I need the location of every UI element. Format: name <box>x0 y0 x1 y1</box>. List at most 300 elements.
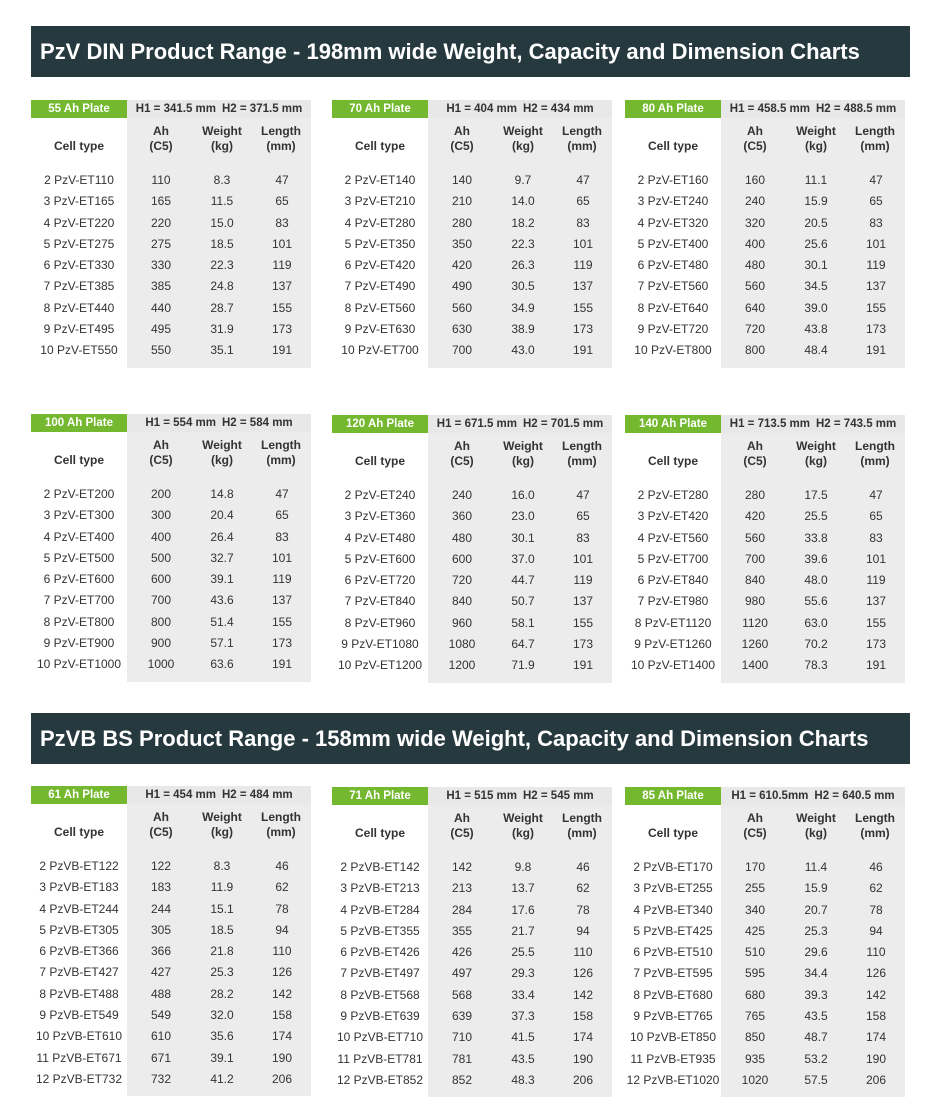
plate-label: 55 Ah Plate <box>31 100 127 118</box>
header-cell-type: Cell type <box>354 826 405 840</box>
table-row <box>332 1070 612 1091</box>
cell-type: 10 PzVB-ET710 <box>336 1030 424 1045</box>
capacity-ah: 320 <box>744 215 766 230</box>
length-mm: 137 <box>271 593 293 608</box>
table-row <box>332 942 612 963</box>
cell-type: 9 PzV-ET495 <box>43 322 115 337</box>
length-mm: 101 <box>271 550 293 565</box>
header-weight <box>785 124 847 154</box>
table-row <box>31 920 311 941</box>
table-row <box>625 255 905 276</box>
cell-type: 7 PzV-ET560 <box>637 279 709 294</box>
capacity-ah: 1200 <box>448 658 476 673</box>
capacity-ah: 360 <box>451 509 473 524</box>
header-weight-line2: (kg) <box>512 139 534 153</box>
length-mm: 174 <box>271 1029 293 1044</box>
table-row <box>31 255 311 276</box>
length-mm: 155 <box>865 300 887 315</box>
plate-label: 85 Ah Plate <box>625 787 721 805</box>
capacity-ah: 220 <box>150 215 172 230</box>
weight-kg: 8.3 <box>213 173 231 187</box>
height-dimensions <box>127 414 311 432</box>
weight-kg: 22.3 <box>511 236 535 251</box>
length-mm: 94 <box>275 922 289 937</box>
header-ah <box>131 124 191 154</box>
h1-dimension: H1 = 458.5 mm <box>729 103 810 115</box>
weight-kg: 11.5 <box>210 194 234 209</box>
capacity-ah: 980 <box>744 594 766 609</box>
weight-kg: 22.3 <box>210 258 234 273</box>
weight-kg: 11.9 <box>210 880 234 895</box>
height-dimensions <box>428 787 612 805</box>
header-length <box>251 438 311 468</box>
cell-type: 6 PzV-ET420 <box>344 258 416 273</box>
weight-kg: 43.6 <box>210 593 234 608</box>
header-ah <box>432 811 492 841</box>
weight-kg: 15.9 <box>804 194 828 209</box>
capacity-ah: 549 <box>150 1008 172 1023</box>
weight-kg: 38.9 <box>511 322 535 337</box>
weight-kg: 35.1 <box>210 343 234 358</box>
weight-kg: 70.2 <box>804 637 828 652</box>
weight-kg: 18.5 <box>210 922 234 937</box>
table-body <box>31 848 311 1096</box>
table-row <box>31 941 311 962</box>
cell-type: 6 PzVB-ET366 <box>39 944 119 959</box>
header-weight-line1: Weight <box>796 811 836 825</box>
height-dimensions <box>721 100 905 118</box>
header-cell-type: Cell type <box>53 139 104 153</box>
capacity-ah: 495 <box>150 322 172 337</box>
length-mm: 191 <box>271 657 293 672</box>
h2-dimension: H2 = 640.5 mm <box>814 790 895 802</box>
weight-kg: 28.7 <box>210 300 234 315</box>
weight-kg: 9.8 <box>514 860 532 874</box>
cell-type: 8 PzVB-ET568 <box>340 987 420 1002</box>
capacity-ah: 732 <box>150 1071 172 1086</box>
weight-kg: 17.6 <box>511 902 535 917</box>
capacity-ah: 210 <box>451 194 473 209</box>
header-ah-line2: (C5) <box>743 139 767 153</box>
length-mm: 126 <box>572 966 594 981</box>
table-row <box>625 1070 905 1091</box>
column-headers <box>31 118 311 162</box>
capacity-ah: 595 <box>744 966 766 981</box>
table-row <box>332 170 612 191</box>
cell-type: 3 PzV-ET360 <box>344 509 416 524</box>
weight-kg: 43.0 <box>511 343 535 358</box>
table-row <box>332 921 612 942</box>
cell-type: 8 PzV-ET1120 <box>634 615 712 630</box>
weight-kg: 55.6 <box>804 594 828 609</box>
header-weight-line1: Weight <box>202 810 242 824</box>
table-row <box>31 191 311 212</box>
capacity-ah: 160 <box>744 173 766 187</box>
height-dimensions <box>428 415 612 433</box>
table-row <box>332 878 612 899</box>
table-row <box>625 613 905 634</box>
header-length-line2: (mm) <box>266 139 296 153</box>
table-row <box>625 191 905 212</box>
cell-type: 7 PzVB-ET497 <box>340 966 420 981</box>
column-headers <box>625 433 905 477</box>
table-row <box>332 298 612 319</box>
length-mm: 47 <box>576 488 590 502</box>
length-mm: 78 <box>576 902 590 917</box>
weight-kg: 32.7 <box>210 550 234 565</box>
header-length-line2: (mm) <box>860 826 890 840</box>
plate-label: 100 Ah Plate <box>31 414 127 432</box>
table-row <box>332 276 612 297</box>
header-cell-type: Cell type <box>53 453 104 467</box>
cell-type: 9 PzV-ET720 <box>637 322 709 337</box>
header-weight <box>492 439 554 469</box>
length-mm: 119 <box>272 258 292 273</box>
length-mm: 137 <box>572 279 594 294</box>
header-ah <box>432 439 492 469</box>
header-ah-line2: (C5) <box>149 139 173 153</box>
length-mm: 174 <box>572 1030 594 1045</box>
length-mm: 119 <box>866 258 886 273</box>
table-row <box>625 234 905 255</box>
capacity-ah: 284 <box>451 902 473 917</box>
header-length-line2: (mm) <box>860 139 890 153</box>
header-cell-type: Cell type <box>647 454 698 468</box>
table-row <box>31 276 311 297</box>
plate-label: 120 Ah Plate <box>332 415 428 433</box>
cell-type: 8 PzV-ET960 <box>344 615 416 630</box>
capacity-ah: 800 <box>150 614 172 629</box>
h1-dimension: H1 = 515 mm <box>446 790 517 802</box>
cell-type: 4 PzV-ET280 <box>344 215 416 230</box>
table-row <box>625 570 905 591</box>
cell-type: 8 PzV-ET440 <box>43 300 115 315</box>
weight-kg: 30.1 <box>804 258 828 273</box>
header-weight-line2: (kg) <box>512 826 534 840</box>
header-length-line2: (mm) <box>266 453 296 467</box>
cell-type: 4 PzVB-ET340 <box>633 902 713 917</box>
capacity-ah: 400 <box>150 529 172 544</box>
table-row <box>625 985 905 1006</box>
length-mm: 94 <box>576 923 590 938</box>
cell-type: 3 PzVB-ET213 <box>340 881 420 896</box>
weight-kg: 15.1 <box>210 901 234 916</box>
table-row <box>625 921 905 942</box>
capacity-ah: 355 <box>451 923 473 938</box>
capacity-ah: 385 <box>150 279 172 294</box>
length-mm: 155 <box>271 614 293 629</box>
column-headers <box>332 805 612 849</box>
cell-type: 2 PzV-ET110 <box>44 173 114 187</box>
table-body <box>332 477 612 683</box>
weight-kg: 33.4 <box>511 987 535 1002</box>
header-ah <box>725 811 785 841</box>
header-length <box>845 439 905 469</box>
header-length-line1: Length <box>261 810 301 824</box>
table-header <box>31 786 311 804</box>
spec-table <box>31 786 311 1096</box>
header-length-line2: (mm) <box>860 454 890 468</box>
cell-type: 10 PzV-ET1000 <box>36 657 122 672</box>
weight-kg: 33.8 <box>804 530 828 545</box>
capacity-ah: 600 <box>451 551 473 566</box>
cell-type: 7 PzV-ET840 <box>344 594 416 609</box>
length-mm: 65 <box>576 194 590 209</box>
weight-kg: 32.0 <box>210 1008 234 1023</box>
weight-kg: 29.6 <box>804 945 828 960</box>
table-row <box>625 1006 905 1027</box>
length-mm: 173 <box>572 637 594 652</box>
capacity-ah: 1000 <box>147 657 175 672</box>
header-length-line2: (mm) <box>266 825 296 839</box>
length-mm: 173 <box>271 322 293 337</box>
capacity-ah: 700 <box>744 551 766 566</box>
h1-dimension: H1 = 554 mm <box>145 417 216 429</box>
h2-dimension: H2 = 584 mm <box>222 417 293 429</box>
header-ah-line2: (C5) <box>743 826 767 840</box>
capacity-ah: 183 <box>150 880 172 895</box>
table-row <box>332 591 612 612</box>
weight-kg: 20.7 <box>804 902 828 917</box>
cell-type: 10 PzVB-ET610 <box>35 1029 123 1044</box>
length-mm: 119 <box>272 572 292 587</box>
table-row <box>332 634 612 655</box>
header-weight-line1: Weight <box>503 439 543 453</box>
cell-type: 5 PzV-ET600 <box>344 551 416 566</box>
capacity-ah: 710 <box>451 1030 473 1045</box>
capacity-ah: 560 <box>744 530 766 545</box>
capacity-ah: 240 <box>451 488 473 502</box>
length-mm: 47 <box>869 173 883 187</box>
length-mm: 65 <box>275 194 289 209</box>
header-weight-line2: (kg) <box>211 825 233 839</box>
capacity-ah: 427 <box>150 965 172 980</box>
column-headers <box>332 118 612 162</box>
cell-type: 9 PzV-ET1260 <box>634 637 712 652</box>
length-mm: 155 <box>572 615 594 630</box>
capacity-ah: 110 <box>151 173 171 187</box>
header-weight-line2: (kg) <box>805 454 827 468</box>
table-row <box>31 319 311 340</box>
length-mm: 47 <box>869 488 883 502</box>
cell-type: 4 PzV-ET480 <box>344 530 416 545</box>
height-dimensions <box>721 787 905 805</box>
header-ah <box>725 439 785 469</box>
capacity-ah: 480 <box>451 530 473 545</box>
weight-kg: 8.3 <box>213 859 231 873</box>
length-mm: 47 <box>576 173 590 187</box>
weight-kg: 44.7 <box>511 573 535 588</box>
capacity-ah: 213 <box>451 881 473 896</box>
capacity-ah: 765 <box>744 1009 766 1024</box>
length-mm: 191 <box>865 343 887 358</box>
weight-kg: 58.1 <box>511 615 535 630</box>
capacity-ah: 852 <box>451 1072 473 1087</box>
weight-kg: 48.0 <box>804 573 828 588</box>
header-weight-line2: (kg) <box>805 139 827 153</box>
capacity-ah: 255 <box>744 881 766 896</box>
table-row <box>31 1048 311 1069</box>
capacity-ah: 1260 <box>741 637 769 652</box>
cell-type: 8 PzV-ET800 <box>43 614 115 629</box>
header-weight-line2: (kg) <box>211 453 233 467</box>
cell-type: 2 PzV-ET160 <box>637 173 709 187</box>
header-weight <box>191 810 253 840</box>
table-row <box>31 899 311 920</box>
capacity-ah: 560 <box>451 300 473 315</box>
cell-type: 12 PzVB-ET852 <box>336 1072 424 1087</box>
length-mm: 206 <box>865 1072 887 1087</box>
table-row <box>332 340 612 361</box>
length-mm: 158 <box>865 1009 887 1024</box>
header-length-line2: (mm) <box>567 454 597 468</box>
cell-type: 3 PzVB-ET255 <box>633 881 713 896</box>
weight-kg: 15.9 <box>804 881 828 896</box>
cell-type: 8 PzV-ET640 <box>637 300 709 315</box>
table-row <box>31 1026 311 1047</box>
table-row <box>625 213 905 234</box>
cell-type: 7 PzV-ET980 <box>637 594 709 609</box>
capacity-ah: 490 <box>451 279 473 294</box>
table-row <box>625 878 905 899</box>
cell-type: 2 PzVB-ET142 <box>340 860 420 874</box>
header-length <box>552 439 612 469</box>
weight-kg: 15.0 <box>210 215 234 230</box>
header-length <box>845 811 905 841</box>
plate-label: 61 Ah Plate <box>31 786 127 804</box>
header-ah <box>432 124 492 154</box>
table-row <box>625 900 905 921</box>
h1-dimension: H1 = 610.5mm <box>731 790 809 802</box>
cell-type: 3 PzV-ET300 <box>43 508 115 523</box>
header-cell-type: Cell type <box>354 139 405 153</box>
capacity-ah: 480 <box>744 258 766 273</box>
weight-kg: 63.0 <box>804 615 828 630</box>
table-row <box>31 213 311 234</box>
header-weight <box>785 439 847 469</box>
header-ah-line1: Ah <box>454 439 470 453</box>
table-header <box>332 415 612 433</box>
length-mm: 78 <box>869 902 883 917</box>
weight-kg: 25.5 <box>804 509 828 524</box>
capacity-ah: 200 <box>150 487 172 501</box>
weight-kg: 24.8 <box>210 279 234 294</box>
header-ah <box>131 438 191 468</box>
cell-type: 6 PzVB-ET510 <box>633 945 713 960</box>
table-row <box>332 191 612 212</box>
capacity-ah: 800 <box>744 343 766 358</box>
length-mm: 65 <box>869 509 883 524</box>
capacity-ah: 275 <box>150 236 172 251</box>
capacity-ah: 425 <box>744 923 766 938</box>
spec-table <box>625 415 905 683</box>
weight-kg: 28.2 <box>210 986 234 1001</box>
weight-kg: 57.5 <box>804 1072 828 1087</box>
cell-type: 9 PzVB-ET765 <box>633 1009 713 1024</box>
table-row <box>332 900 612 921</box>
weight-kg: 53.2 <box>804 1051 828 1066</box>
weight-kg: 25.6 <box>804 236 828 251</box>
length-mm: 174 <box>865 1030 887 1045</box>
capacity-ah: 340 <box>744 902 766 917</box>
length-mm: 173 <box>865 322 887 337</box>
length-mm: 119 <box>573 573 593 588</box>
header-ah-line1: Ah <box>747 439 763 453</box>
table-row <box>332 655 612 676</box>
h2-dimension: H2 = 371.5 mm <box>222 103 303 115</box>
weight-kg: 64.7 <box>511 637 535 652</box>
h1-dimension: H1 = 341.5 mm <box>135 103 216 115</box>
cell-type: 9 PzV-ET1080 <box>341 637 419 652</box>
cell-type: 11 PzVB-ET781 <box>337 1051 423 1066</box>
header-ah-line1: Ah <box>747 811 763 825</box>
cell-type: 6 PzV-ET840 <box>637 573 709 588</box>
weight-kg: 25.5 <box>511 945 535 960</box>
capacity-ah: 440 <box>150 300 172 315</box>
weight-kg: 37.0 <box>511 551 535 566</box>
table-row <box>31 612 311 633</box>
cell-type: 7 PzVB-ET595 <box>633 966 713 981</box>
table-header <box>332 100 612 118</box>
spec-table <box>625 100 905 368</box>
column-headers <box>625 118 905 162</box>
header-ah <box>131 810 191 840</box>
table-row <box>625 340 905 361</box>
length-mm: 206 <box>572 1072 594 1087</box>
capacity-ah: 568 <box>451 987 473 1002</box>
capacity-ah: 550 <box>150 343 172 358</box>
plate-label: 70 Ah Plate <box>332 100 428 118</box>
weight-kg: 14.0 <box>511 194 535 209</box>
cell-type: 2 PzV-ET200 <box>43 487 115 501</box>
cell-type: 9 PzV-ET630 <box>344 322 416 337</box>
table-row <box>625 506 905 527</box>
capacity-ah: 500 <box>150 550 172 565</box>
table-row <box>31 548 311 569</box>
weight-kg: 20.4 <box>210 508 234 523</box>
h1-dimension: H1 = 454 mm <box>145 789 216 801</box>
length-mm: 65 <box>869 194 883 209</box>
weight-kg: 9.7 <box>514 173 532 187</box>
capacity-ah: 639 <box>451 1009 473 1024</box>
weight-kg: 25.3 <box>210 965 234 980</box>
cell-type: 6 PzV-ET480 <box>637 258 709 273</box>
weight-kg: 26.3 <box>511 258 535 273</box>
table-body <box>625 162 905 368</box>
height-dimensions <box>721 415 905 433</box>
capacity-ah: 671 <box>150 1050 172 1065</box>
cell-type: 3 PzVB-ET183 <box>39 880 119 895</box>
table-row <box>332 1049 612 1070</box>
spec-table <box>625 787 905 1097</box>
weight-kg: 18.5 <box>210 236 234 251</box>
header-ah-line1: Ah <box>153 810 169 824</box>
table-row <box>31 856 311 877</box>
weight-kg: 34.5 <box>804 279 828 294</box>
capacity-ah: 122 <box>150 859 172 873</box>
cell-type: 3 PzV-ET240 <box>637 194 709 209</box>
weight-kg: 20.5 <box>804 215 828 230</box>
plate-label: 140 Ah Plate <box>625 415 721 433</box>
h2-dimension: H2 = 488.5 mm <box>816 103 897 115</box>
header-ah-line1: Ah <box>153 124 169 138</box>
length-mm: 173 <box>271 636 293 651</box>
length-mm: 137 <box>572 594 594 609</box>
weight-kg: 37.3 <box>511 1009 535 1024</box>
weight-kg: 11.1 <box>804 173 828 187</box>
weight-kg: 39.0 <box>804 300 828 315</box>
spec-table <box>332 787 612 1097</box>
